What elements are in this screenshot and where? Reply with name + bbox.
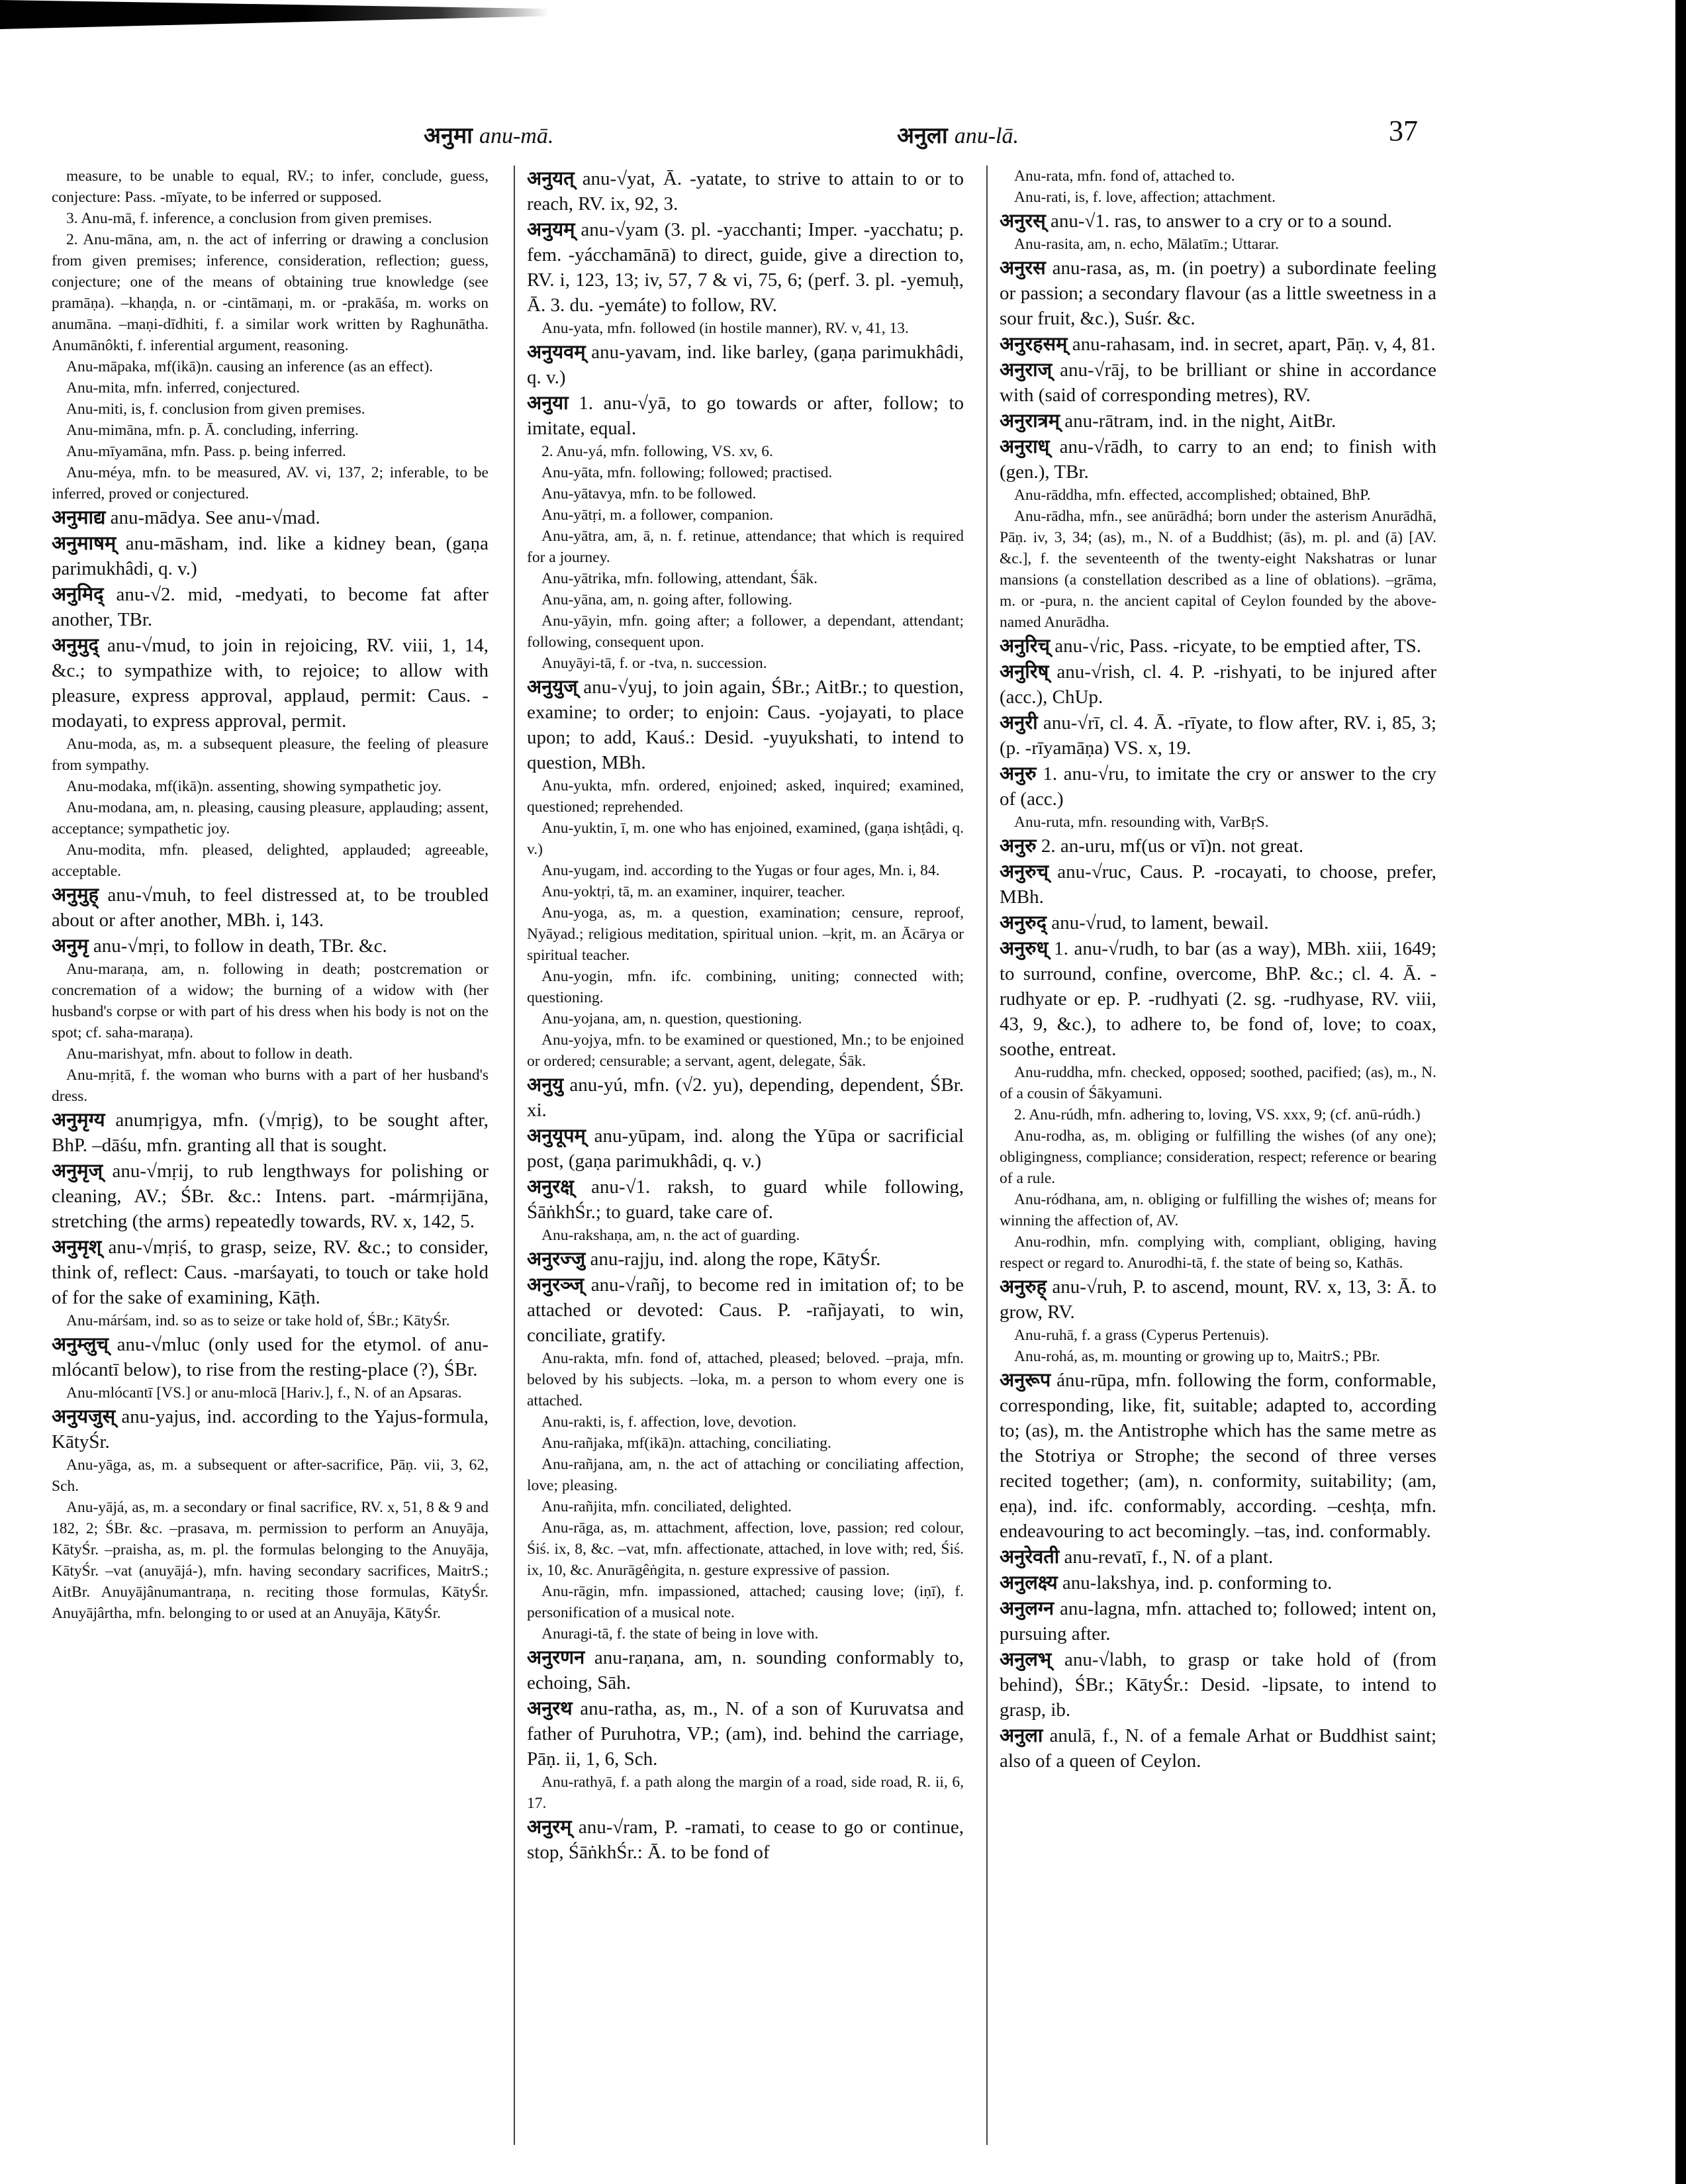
- sub-entry: [527, 966, 964, 1008]
- headword-devanagari: अनुरस: [1000, 256, 1046, 279]
- sub-entry: [527, 568, 964, 589]
- sub-entry: [52, 1065, 489, 1107]
- entry-text: anu-yú, mfn. (√2. yu), depending, dependent, ŚBr. xi.: [527, 1074, 964, 1121]
- entry-text: anu-yūpam, ind. along the Yūpa or sacrificial post, (gaṇa parimukhâdi, q. v.): [527, 1125, 964, 1172]
- headword-entry: [1000, 1544, 1436, 1570]
- entry-text: Anu-yāta, mfn. following; followed; practised.: [541, 464, 833, 481]
- headword-devanagari: अनुरी: [1000, 711, 1038, 734]
- sub-entry: [52, 734, 489, 776]
- headword-devanagari: अनुरञ्ज्: [527, 1273, 585, 1296]
- entry-text: anulā, f., N. of a female Arhat or Buddhist saint; also of a queen of Ceylon.: [1000, 1725, 1436, 1772]
- entry-text: Anu-mlócantī [VS.] or anu-mlocā [Hariv.], f., N. of an Apsaras.: [66, 1384, 462, 1401]
- sub-entry: [52, 1454, 489, 1497]
- entry-text: anu-ratha, as, m., N. of a son of Kuruvatsa and father of Puruhotra, VP.; (am), ind. behind the carriage, Pāṇ. ii, 1, 6, Sch.: [527, 1698, 964, 1770]
- sub-entry: [1000, 187, 1436, 208]
- headword-devanagari: अनुरु: [1000, 762, 1037, 784]
- sub-entry: [527, 1454, 964, 1496]
- headword-devanagari: अनुराध्: [1000, 435, 1050, 457]
- headword-entry: [52, 1403, 489, 1454]
- headword-entry: [527, 1272, 964, 1348]
- column-divider: [986, 166, 988, 2145]
- entry-text: Anu-yātra, am, ā, n. f. retinue, attendance; that which is required for a journey.: [527, 528, 964, 566]
- headword-entry: [1000, 1274, 1436, 1325]
- headword-entry: [1000, 1570, 1436, 1595]
- headword-devanagari: अनुलक्ष्य: [1000, 1571, 1058, 1593]
- headword-devanagari: अनुरु: [1000, 834, 1037, 857]
- headword-entry: [52, 1234, 489, 1310]
- headword-devanagari: अनुला: [1000, 1724, 1043, 1746]
- entry-text: Anu-marishyat, mfn. about to follow in death.: [66, 1045, 353, 1063]
- sub-entry: [527, 462, 964, 483]
- headword-devanagari: अनुमृश्: [52, 1235, 102, 1258]
- sub-entry: [52, 1310, 489, 1331]
- headword-entry: [52, 632, 489, 734]
- sub-entry: [52, 441, 489, 462]
- entry-text: anu-√ruh, P. to ascend, mount, RV. x, 13, 3: Ā. to grow, RV.: [1000, 1276, 1436, 1323]
- entry-text: Anu-yojana, am, n. question, questioning.: [541, 1010, 802, 1027]
- headword-devanagari: अनुरणन: [527, 1646, 585, 1668]
- entry-text: Anu-yukta, mfn. ordered, enjoined; asked, inquired; examined, questioned; reprehended.: [527, 777, 964, 816]
- sub-entry: [527, 483, 964, 504]
- entry-text: anu-yajus, ind. according to the Yajus-formula, KātyŚr.: [52, 1406, 489, 1452]
- sub-entry: [527, 653, 964, 674]
- entry-text: anu-√1. ras, to answer to a cry or to a sound.: [1050, 211, 1392, 232]
- headword-entry: [1000, 255, 1436, 331]
- sub-entry: [527, 1496, 964, 1517]
- sub-entry: [52, 797, 489, 839]
- sub-entry: [52, 229, 489, 356]
- sub-entry: [527, 441, 964, 462]
- headword-entry: [52, 882, 489, 933]
- sub-entry: [527, 902, 964, 966]
- headword-devanagari: अनुरक्ष्: [527, 1175, 574, 1198]
- entry-text: Anu-mīyamāna, mfn. Pass. p. being inferred.: [66, 443, 346, 460]
- headword-devanagari: अनुयूपम्: [527, 1124, 586, 1147]
- headword-devanagari: अनुमृ: [52, 934, 89, 957]
- entry-text: anu-√yuj, to join again, ŚBr.; AitBr.; to question, examine; to order; to enjoin: Caus. -yojayati, to place upon; to add, Kauś.: Desid. -yuyukshati, to intend to question, MBh.: [527, 677, 964, 773]
- sub-entry: [1000, 506, 1436, 633]
- sub-entry: [527, 1348, 964, 1411]
- entry-text: Anu-rohá, as, m. mounting or growing up to, MaitrS.; PBr.: [1014, 1348, 1380, 1365]
- entry-text: Anu-ruddha, mfn. checked, opposed; soothed, pacified; (as), m., N. of a cousin of Śākyamuni.: [1000, 1064, 1436, 1102]
- entry-text: anu-√mluc (only used for the etymol. of anu-mlócantī below), to rise from the resting-place (?), ŚBr.: [52, 1334, 489, 1380]
- headword-entry: [1000, 935, 1436, 1062]
- sub-entry: [527, 1411, 964, 1433]
- headword-devanagari: अनुरिच्: [1000, 634, 1051, 657]
- sub-entry: [1000, 1346, 1436, 1367]
- entry-text: Anu-rādha, mfn., see anūrādhá; born under the asterism Anurādhā, Pāṇ. iv, 3, 34; (as), m., N. of a Buddhist; (ās), m. pl. and (ā) [AV. &c.], f. the seventeenth of the twenty-eight Nakshatras or lunar mansions (a constellation described as a line of oblations). –grāma, m. or -pura, n. the ancient capital of Ceylon founded by the above-named Anurādha.: [1000, 508, 1436, 631]
- sub-entry: [52, 1382, 489, 1403]
- entry-text: Anu-rāddha, mfn. effected, accomplished; obtained, BhP.: [1014, 487, 1371, 504]
- headword-devanagari: अनुम्लुच्: [52, 1333, 109, 1355]
- entry-text: anu-mādya. See anu-√mad.: [110, 507, 320, 528]
- entry-text: anu-√mud, to join in rejoicing, RV. viii, 1, 14, &c.; to sympathize with, to rejoice; to allow with pleasure, express approval, applaud, permit: Caus. -modayati, to express approval, permit.: [52, 635, 489, 732]
- entry-text: Anu-miti, is, f. conclusion from given premises.: [66, 401, 365, 418]
- dictionary-column-1: [52, 166, 489, 1624]
- sub-entry: [1000, 1231, 1436, 1274]
- entry-text: Anu-rañjaka, mf(ikā)n. attaching, conciliating.: [541, 1435, 831, 1452]
- headword-entry: [527, 166, 964, 216]
- headword-entry: [1000, 910, 1436, 935]
- dictionary-column-3: [1000, 166, 1436, 1774]
- headword-entry: [1000, 659, 1436, 710]
- headword-entry: [527, 1246, 964, 1272]
- entry-text: anu-rajju, ind. along the rope, KātyŚr.: [590, 1249, 881, 1270]
- sub-entry: [52, 208, 489, 229]
- entry-text: anu-māsham, ind. like a kidney bean, (gaṇa parimukhâdi, q. v.): [52, 533, 489, 579]
- entry-text: Anu-yājá, as, m. a secondary or final sacrifice, RV. x, 51, 8 & 9 and 182, 2; ŚBr. &c. –prasava, m. permission to perform an Anuyāja, KātyŚr. –praisha, as, m. pl. the formulas belonging to the Anuyāja, KātyŚr. –vat (anuyājá-), mfn. having secondary sacrifices, MaitrS.; AitBr. Anuyājânumantraṇa, n. reciting those formulas, KātyŚr. Anuyājârtha, mfn. belonging to or used at an Anuyāja, KātyŚr.: [52, 1499, 489, 1622]
- headword-entry: [1000, 208, 1436, 234]
- headword-devanagari: अनुलभ्: [1000, 1648, 1052, 1670]
- sub-entry: [52, 377, 489, 399]
- header-left-guideword: [424, 119, 553, 150]
- sub-entry: [1000, 1325, 1436, 1346]
- headword-entry: [527, 1174, 964, 1225]
- entry-text: anu-√rud, to lament, bewail.: [1051, 912, 1269, 933]
- entry-text: anu-√mṛi, to follow in death, TBr. &c.: [93, 935, 387, 957]
- headword-devanagari: अनुरिष्: [1000, 660, 1049, 683]
- sub-entry: [1000, 1062, 1436, 1104]
- entry-text: Anu-rasita, am, n. echo, Mālatīm.; Uttarar.: [1014, 236, 1280, 253]
- page-number: 37: [1389, 115, 1418, 147]
- headword-entry: [527, 1644, 964, 1695]
- sub-entry: [527, 610, 964, 653]
- entry-text: Anuyāyi-tā, f. or -tva, n. succession.: [541, 655, 767, 672]
- entry-text: anu-√1. raksh, to guard while following, ŚāṅkhŚr.; to guard, take care of.: [527, 1176, 964, 1223]
- sub-entry: [52, 959, 489, 1043]
- headword-entry: [527, 1814, 964, 1865]
- headword-entry: [1000, 833, 1436, 859]
- entry-text: 2. Anu-māna, am, n. the act of inferring or drawing a conclusion from given premises; inference, consideration, reflection; guess, conjecture; one of the means of obtaining true knowledge (see pramāṇa). –khaṇḍa, n. or -cintāmaṇi, m. or -prakāśa, m. works on anumāna. –maṇi-dīdhiti, f. a similar work written by Raghunātha. Anumānôkti, f. inferential argument, reasoning.: [52, 231, 489, 354]
- sub-entry: [527, 1772, 964, 1814]
- sub-entry: [527, 860, 964, 881]
- sub-entry: [527, 1623, 964, 1644]
- entry-text: anu-√2. mid, -medyati, to become fat after another, TBr.: [52, 584, 489, 630]
- headword-devanagari: अनुयु: [527, 1073, 564, 1096]
- headword-devanagari: अनुमुद्: [52, 634, 99, 656]
- headword-devanagari: अनुरुद्: [1000, 911, 1047, 933]
- entry-text: anumṛigya, mfn. (√mṛig), to be sought after, BhP. –dāśu, mfn. granting all that is sought.: [52, 1110, 489, 1156]
- column-divider: [514, 166, 515, 2145]
- headword-devanagari: अनुरथ: [527, 1697, 573, 1719]
- sub-entry: [527, 818, 964, 860]
- sub-entry: [52, 462, 489, 504]
- entry-text: 1. anu-√yā, to go towards or after, follow; to imitate, equal.: [527, 393, 964, 439]
- entry-text: 2. Anu-rúdh, mfn. adhering to, loving, VS. xxx, 9; (cf. anū-rúdh.): [1014, 1106, 1421, 1123]
- sub-entry: [52, 1497, 489, 1624]
- entry-text: Anu-yāna, am, n. going after, following.: [541, 591, 792, 608]
- entry-text: Anu-modita, mfn. pleased, delighted, applauded; agreeable, acceptable.: [52, 841, 489, 880]
- entry-text: anu-√yam (3. pl. -yacchanti; Imper. -yacchatu; p. fem. -yácchamānā) to direct, guide, give a direction to, RV. i, 123, 13; iv, 57, 7 & vi, 75, 6; (perf. 3. pl. -yemuḥ, Ā. 3. du. -yemáte) to follow, RV.: [527, 219, 964, 316]
- headword-entry: [52, 1107, 489, 1158]
- sub-entry: [52, 166, 489, 208]
- entry-text: anu-rātram, ind. in the night, AitBr.: [1064, 410, 1336, 432]
- entry-text: Anu-yoga, as, m. a question, examination; censure, reproof, Nyāyad.; religious meditation, spiritual union. –kṛit, m. an Ācārya or spiritual teacher.: [527, 904, 964, 964]
- header-center-devanagari: अनुला: [897, 122, 948, 149]
- entry-text: 2. an-uru, mf(us or vī)n. not great.: [1041, 835, 1304, 857]
- entry-text: Anu-márśam, ind. so as to seize or take hold of, ŚBr.; KātyŚr.: [66, 1312, 450, 1329]
- headword-devanagari: अनुरस्: [1000, 209, 1046, 232]
- entry-text: anu-√rī, cl. 4. Ā. -rīyate, to flow after, RV. i, 85, 3; (p. -rīyamāṇa) VS. x, 19.: [1000, 712, 1436, 759]
- headword-entry: [1000, 1595, 1436, 1646]
- sub-entry: [1000, 1104, 1436, 1125]
- headword-entry: [52, 933, 489, 959]
- sub-entry: [1000, 812, 1436, 833]
- entry-text: Anu-yoktṛi, tā, m. an examiner, inquirer, teacher.: [541, 883, 845, 900]
- headword-entry: [527, 674, 964, 775]
- entry-text: anu-yavam, ind. like barley, (gaṇa parimukhâdi, q. v.): [527, 342, 964, 388]
- headword-devanagari: अनुमाद्य: [52, 506, 106, 528]
- headword-entry: [52, 1158, 489, 1234]
- headword-entry: [1000, 633, 1436, 659]
- headword-devanagari: अनुमृज्: [52, 1159, 103, 1182]
- entry-text: Anu-rathyā, f. a path along the margin of a road, side road, R. ii, 6, 17.: [527, 1774, 964, 1812]
- entry-text: Anu-rodhin, mfn. complying with, compliant, obliging, having respect or regard to. Anurodhi-tā, f. the state of being so, Kathās.: [1000, 1233, 1436, 1272]
- sub-entry: [1000, 1125, 1436, 1189]
- headword-devanagari: अनुया: [527, 391, 569, 414]
- entry-text: Anu-rāgin, mfn. impassioned, attached; causing love; (iṇī), f. personification of a musical note.: [527, 1583, 964, 1621]
- entry-text: ánu-rūpa, mfn. following the form, conformable, corresponding, like, fit, suitable; adapted to, according to; (as), m. the Antistrophe which has the same metre as the Stotriya or Strophe; the second of three verses recited together; (am), n. conformity, suitability; (am, eṇa), ind. ifc. conformably, according. –ceshṭa, mfn. endeavouring to act becomingly. –tas, ind. conformably.: [1000, 1370, 1437, 1542]
- entry-text: anu-√mṛiś, to grasp, seize, RV. &c.; to consider, think of, reflect: Caus. -marśayati, to touch or take hold of for the sake of examining, Kāṭh.: [52, 1237, 489, 1308]
- sub-entry: [52, 420, 489, 441]
- sub-entry: [52, 839, 489, 882]
- entry-text: Anu-yāyin, mfn. going after; a follower, a dependant, attendant; following, consequent upon.: [527, 612, 964, 651]
- entry-text: anu-lakshya, ind. p. conforming to.: [1062, 1572, 1333, 1593]
- sub-entry: [527, 526, 964, 568]
- entry-text: Anu-rakta, mfn. fond of, attached, pleased; beloved. –praja, mfn. beloved by his subjects. –loka, m. a person to whom every one is attached.: [527, 1350, 964, 1409]
- headword-entry: [52, 1331, 489, 1382]
- sub-entry: [527, 1517, 964, 1581]
- header-left-devanagari: अनुमा: [424, 122, 473, 149]
- headword-entry: [1000, 1723, 1436, 1774]
- headword-entry: [1000, 859, 1436, 910]
- entry-text: Anu-rata, mfn. fond of, attached to.: [1014, 167, 1235, 185]
- sub-entry: [527, 881, 964, 902]
- headword-devanagari: अनुमृग्य: [52, 1108, 105, 1131]
- entry-text: Anu-rañjana, am, n. the act of attaching or conciliating affection, love; pleasing.: [527, 1456, 964, 1494]
- sub-entry: [1000, 1189, 1436, 1231]
- sub-entry: [52, 356, 489, 377]
- headword-entry: [1000, 761, 1436, 812]
- sub-entry: [527, 504, 964, 526]
- entry-text: Anuragi-tā, f. the state of being in love with.: [541, 1625, 819, 1642]
- headword-devanagari: अनुरम्: [527, 1815, 572, 1838]
- sub-entry: [527, 1008, 964, 1029]
- entry-text: Anu-rakti, is, f. affection, love, devotion.: [541, 1413, 797, 1431]
- entry-text: Anu-rodha, as, m. obliging or fulfilling the wishes (of any one); obligingness, compliance; consideration, respect; reference or bearing of a rule.: [1000, 1127, 1436, 1187]
- entry-text: Anu-maraṇa, am, n. following in death; postcremation or concremation of a widow; the burning of a widow with (her husband's corpse or with part of his dress when his body is not on the spot; cf. saha-maraṇa).: [52, 961, 489, 1041]
- headword-devanagari: अनुलग्न: [1000, 1597, 1054, 1619]
- headword-devanagari: अनुमिद्: [52, 583, 104, 605]
- headword-devanagari: अनुयुज्: [527, 675, 578, 698]
- entry-text: anu-√muh, to feel distressed at, to be troubled about or after another, MBh. i, 143.: [52, 884, 489, 931]
- scan-right-edge: [1675, 0, 1686, 2184]
- entry-text: Anu-yuktin, ī, m. one who has enjoined, examined, (gaṇa ishṭâdi, q. v.): [527, 820, 964, 858]
- headword-entry: [1000, 1646, 1436, 1723]
- headword-devanagari: अनुमाषम्: [52, 532, 117, 554]
- headword-devanagari: अनुयम्: [527, 218, 575, 240]
- entry-text: anu-√yat, Ā. -yatate, to strive to attain to or to reach, RV. ix, 92, 3.: [527, 168, 964, 214]
- entry-text: Anu-rāga, as, m. attachment, affection, love, passion; red colour, Śiś. ix, 8, &c. –vat, mfn. affectionate, attached, in love with; red, Śiś. ix, 10, &c. Anurāgêṅgita, n. gesture expressive of passion.: [527, 1519, 964, 1579]
- entry-text: Anu-yugam, ind. according to the Yugas or four ages, Mn. i, 84.: [541, 862, 940, 879]
- entry-text: Anu-yogin, mfn. ifc. combining, uniting; connected with; questioning.: [527, 968, 964, 1006]
- entry-text: Anu-mita, mfn. inferred, conjectured.: [66, 379, 301, 397]
- entry-text: anu-√mṛij, to rub lengthways for polishing or cleaning, AV.; ŚBr. &c.: Intens. part. -mármṛijāna, stretching (the arms) repeatedly towards, RV. x, 142, 5.: [52, 1161, 489, 1232]
- sub-entry: [527, 589, 964, 610]
- entry-text: 1. anu-√ru, to imitate the cry or answer to the cry of (acc.): [1000, 763, 1437, 810]
- header-center-guideword: [897, 119, 1019, 150]
- headword-entry: [52, 504, 489, 530]
- entry-text: anu-√ric, Pass. -ricyate, to be emptied after, TS.: [1054, 636, 1422, 657]
- entry-text: Anu-yojya, mfn. to be examined or questioned, Mn.; to be enjoined or ordered; censurable; a servant, agent, delegate, Śāk.: [527, 1031, 964, 1070]
- sub-entry: [1000, 485, 1436, 506]
- entry-text: Anu-modaka, mf(ikā)n. assenting, showing sympathetic joy.: [66, 778, 442, 795]
- headword-devanagari: अनुराज्: [1000, 358, 1053, 381]
- entry-text: Anu-rakshaṇa, am, n. the act of guarding.: [541, 1227, 800, 1244]
- entry-text: Anu-ruhā, f. a grass (Cyperus Pertenuis).: [1014, 1327, 1270, 1344]
- page-header: [0, 114, 1686, 154]
- headword-devanagari: अनुरज्जु: [527, 1247, 586, 1270]
- sub-entry: [527, 318, 964, 339]
- entry-text: anu-raṇana, am, n. sounding conformably to, echoing, Sāh.: [527, 1647, 964, 1693]
- headword-devanagari: अनुरात्रम्: [1000, 409, 1060, 432]
- sub-entry: [527, 1433, 964, 1454]
- headword-entry: [1000, 331, 1436, 357]
- entry-text: anu-√ram, P. -ramati, to cease to go or continue, stop, ŚāṅkhŚr.: Ā. to be fond of: [527, 1817, 964, 1863]
- dictionary-column-2: [527, 166, 964, 1865]
- sub-entry: [527, 775, 964, 818]
- headword-entry: [527, 390, 964, 441]
- header-center-translit: anu-lā.: [954, 124, 1019, 148]
- sub-entry: [52, 1043, 489, 1065]
- entry-text: measure, to be unable to equal, RV.; to infer, conclude, guess, conjecture: Pass. -mīyate, to be inferred or supposed.: [52, 167, 489, 206]
- entry-text: anu-√labh, to grasp or take hold of (from behind), ŚBr.; KātyŚr.: Desid. -lipsate, to intend to grasp, ib.: [1000, 1649, 1436, 1721]
- entry-text: Anu-yātavya, mfn. to be followed.: [541, 485, 757, 502]
- headword-entry: [1000, 434, 1436, 485]
- entry-text: anu-rasa, as, m. (in poetry) a subordinate feeling or passion; a secondary flavour (as a little sweetness in a sour fruit, &c.), Suśr. &c.: [1000, 258, 1437, 329]
- entry-text: Anu-yātṛi, m. a follower, companion.: [541, 506, 774, 524]
- sub-entry: [52, 399, 489, 420]
- entry-text: anu-rahasam, ind. in secret, apart, Pāṇ. v, 4, 81.: [1072, 334, 1436, 355]
- entry-text: anu-√ruc, Caus. P. -rocayati, to choose, prefer, MBh.: [1000, 861, 1437, 908]
- headword-devanagari: अनुरूप: [1000, 1368, 1051, 1391]
- entry-text: Anu-rati, is, f. love, affection; attachment.: [1014, 189, 1276, 206]
- headword-entry: [1000, 357, 1436, 408]
- entry-text: anu-lagna, mfn. attached to; followed; intent on, pursuing after.: [1000, 1598, 1437, 1644]
- sub-entry: [52, 776, 489, 797]
- entry-text: anu-revatī, f., N. of a plant.: [1064, 1546, 1274, 1568]
- headword-entry: [527, 1123, 964, 1174]
- entry-text: Anu-mṛitā, f. the woman who burns with a part of her husband's dress.: [52, 1067, 489, 1105]
- entry-text: Anu-yata, mfn. followed (in hostile manner), RV. v, 41, 13.: [541, 320, 909, 337]
- headword-devanagari: अनुयवम्: [527, 340, 586, 363]
- entry-text: Anu-yāga, as, m. a subsequent or after-sacrifice, Pāṇ. vii, 3, 62, Sch.: [52, 1456, 489, 1495]
- entry-text: anu-√rish, cl. 4. P. -rishyati, to be injured after (acc.), ChUp.: [1000, 661, 1436, 708]
- headword-entry: [1000, 408, 1436, 434]
- sub-entry: [527, 1581, 964, 1623]
- headword-devanagari: अनुरुध्: [1000, 937, 1049, 959]
- entry-text: Anu-mimāna, mfn. p. Ā. concluding, inferring.: [66, 422, 359, 439]
- headword-devanagari: अनुरुह्: [1000, 1275, 1047, 1298]
- sub-entry: [1000, 234, 1436, 255]
- header-left-translit: anu-mā.: [479, 124, 554, 148]
- entry-text: 3. Anu-mā, f. inference, a conclusion from given premises.: [66, 210, 432, 227]
- entry-text: Anu-māpaka, mf(ikā)n. causing an inference (as an effect).: [66, 358, 434, 375]
- headword-entry: [527, 1695, 964, 1772]
- headword-devanagari: अनुरहसम्: [1000, 332, 1068, 355]
- entry-text: Anu-modana, am, n. pleasing, causing pleasure, applauding; assent, acceptance; sympathetic joy.: [52, 799, 489, 837]
- entry-text: Anu-yātrika, mfn. following, attendant, Śāk.: [541, 570, 818, 587]
- headword-entry: [527, 216, 964, 318]
- headword-devanagari: अनुयत्: [527, 167, 575, 189]
- entry-text: 2. Anu-yá, mfn. following, VS. xv, 6.: [541, 443, 773, 460]
- headword-devanagari: अनुरेवती: [1000, 1545, 1060, 1568]
- headword-devanagari: अनुयजुस्: [52, 1405, 116, 1427]
- headword-entry: [527, 339, 964, 390]
- scan-edge-smudge: [0, 0, 549, 29]
- entry-text: anu-√rañj, to become red in imitation of; to be attached or devoted: Caus. P. -rañjayati, to win, conciliate, gratify.: [527, 1274, 964, 1346]
- headword-entry: [52, 581, 489, 632]
- entry-text: anu-√rādh, to carry to an end; to finish with (gen.), TBr.: [1000, 436, 1437, 483]
- entry-text: Anu-rañjita, mfn. conciliated, delighted.: [541, 1498, 792, 1515]
- headword-devanagari: अनुरुच्: [1000, 860, 1049, 882]
- entry-text: Anu-ródhana, am, n. obliging or fulfilling the wishes of; means for winning the affection of, AV.: [1000, 1191, 1436, 1229]
- sub-entry: [527, 1029, 964, 1072]
- sub-entry: [527, 1225, 964, 1246]
- entry-text: anu-√rāj, to be brilliant or shine in accordance with (said of corresponding metres), RV.: [1000, 359, 1436, 406]
- headword-devanagari: अनुमुह्: [52, 883, 99, 906]
- entry-text: 1. anu-√rudh, to bar (as a way), MBh. xiii, 1649; to surround, confine, overcome, BhP. &c.; cl. 4. Ā. -rudhyate or ep. P. -rudhyati (2. sg. -rudhyase, RV. viii, 43, 9, &c.), to adhere to, be fond of, love; to coax, soothe, entreat.: [1000, 938, 1437, 1060]
- headword-entry: [1000, 710, 1436, 761]
- entry-text: Anu-moda, as, m. a subsequent pleasure, the feeling of pleasure from sympathy.: [52, 736, 489, 774]
- headword-entry: [527, 1072, 964, 1123]
- headword-entry: [1000, 1367, 1436, 1544]
- sub-entry: [1000, 166, 1436, 187]
- headword-entry: [52, 530, 489, 581]
- entry-text: Anu-ruta, mfn. resounding with, VarBṛS.: [1014, 814, 1269, 831]
- entry-text: Anu-méya, mfn. to be measured, AV. vi, 137, 2; inferable, to be inferred, proved or conjectured.: [52, 464, 489, 502]
